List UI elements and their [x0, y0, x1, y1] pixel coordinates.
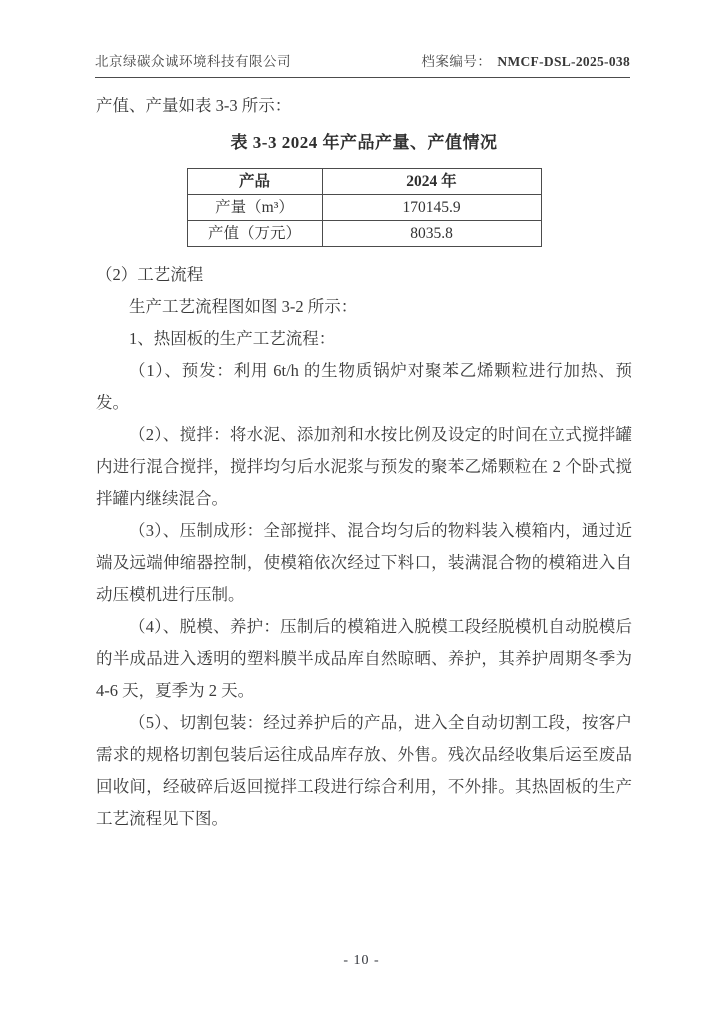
- document-body: [96, 90, 632, 835]
- table-caption: 表 3-3 2024 年产品产量、产值情况: [230, 133, 498, 152]
- table-header-product: 产品: [187, 169, 322, 195]
- paragraph-board-process-heading: 1、热固板的生产工艺流程：: [129, 329, 336, 348]
- table-cell-value-value: 8035.8: [322, 221, 541, 247]
- production-table: [187, 168, 542, 247]
- archive-number-block: [421, 50, 630, 70]
- archive-label: 档案编号：: [421, 54, 492, 69]
- paragraph-step-2-mixing: （2）、搅拌：将水泥、添加剂和水按比例及设定的时间在立式搅拌罐内进行混合搅拌，搅拌均匀后水泥浆与预发的聚苯乙烯颗粒在 2 个卧式搅拌罐内继续混合。: [96, 425, 632, 508]
- paragraph-step-5-cutting-packing: （5）、切割包装：经过养护后的产品，进入全自动切割工段，按客户需求的规格切割包装后运往成品库存放、外售。残次品经收集后运至废品回收间，经破碎后返回搅拌工段进行综合利用，不外排。其热固板的生产工艺流程见下图。: [96, 713, 632, 828]
- table-row-value: [187, 221, 541, 247]
- intro-paragraph: 产值、产量如表 3-3 所示：: [96, 96, 292, 115]
- table-cell-output-label: 产量（m³）: [187, 195, 322, 221]
- paragraph-step-4-demolding-curing: （4）、脱模、养护：压制后的模箱进入脱模工段经脱模机自动脱模后的半成品进入透明的塑料膜半成品库自然晾晒、养护，其养护周期冬季为 4-6 天，夏季为 2 天。: [96, 617, 632, 700]
- page-number: - 10 -: [343, 953, 380, 968]
- paragraph-step-3-pressing: （3）、压制成形：全部搅拌、混合均匀后的物料装入模箱内，通过近端及远端伸缩器控制，使模箱依次经过下料口，装满混合物的模箱进入自动压模机进行压制。: [96, 521, 632, 604]
- paragraph-process-flow-heading: （2）工艺流程: [96, 265, 204, 284]
- page-header: [95, 50, 630, 78]
- paragraph-step-1-prefoaming: （1）、预发：利用 6t/h 的生物质锅炉对聚苯乙烯颗粒进行加热、预发。: [96, 361, 632, 412]
- archive-number: NMCF-DSL-2025-038: [497, 54, 630, 69]
- company-name: 北京绿碳众诚环境科技有限公司: [95, 54, 291, 69]
- table-row-output: [187, 195, 541, 221]
- page-footer: [0, 953, 723, 969]
- table-cell-value-label: 产值（万元）: [187, 221, 322, 247]
- table-cell-output-value: 170145.9: [322, 195, 541, 221]
- paragraph-figure-reference: 生产工艺流程图如图 3-2 所示：: [129, 297, 358, 316]
- table-header-year: 2024 年: [322, 169, 541, 195]
- table-header-row: [187, 169, 541, 195]
